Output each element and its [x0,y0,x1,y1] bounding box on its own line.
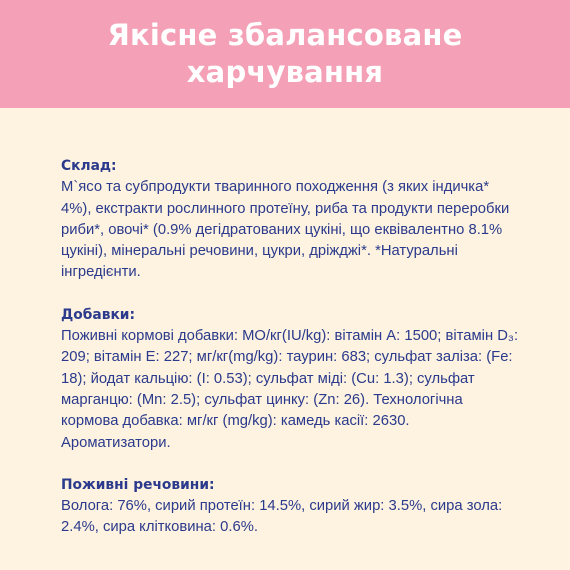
nutrients-section [61,475,521,539]
additives-text: Поживні кормові добавки: МО/кг(IU/kg): вітамін А: 1500; вітамін D₃: 209; вітамін Е: 227; мг/кг(mg/kg): таурин: 683; сульфат заліза: (Fe: 18); йодат кальцію: (I: 0.53); сульфат міді: (Cu: 1.3); сульфат марганцю: (Mn: 2.5); сульфат цинку: (Zn: 26). Технологічна кормова добавка: мг/кг (mg/kg): камедь касії: 2630. Ароматизатори. [61,328,519,451]
composition-section [61,156,521,284]
nutrients-text: Волога: 76%, сирий протеїн: 14.5%, сирий жир: 3.5%, сира зола: 2.4%, сира клітковина: 0.6%. [61,498,503,536]
page-title: Якісне збалансоване харчування [107,18,463,89]
additives-section [61,305,521,454]
header-banner [0,0,570,108]
composition-heading: Склад: [61,158,117,174]
additives-heading: Добавки: [61,306,135,323]
nutrients-heading: Поживні речовини: [61,476,215,493]
content-area [61,156,521,560]
composition-text: М`ясо та субпродукти тваринного походження (з яких індичка* 4%), екстракти рослинного протеїну, риба та продукти переробки риби*, овочі* (0.9% дегідратованих цукіні, що еквівалентно 8.1% цукіні), мінеральні речовини, цукри, дріжджі*. *Натуральні інгредієнти. [61,179,510,281]
